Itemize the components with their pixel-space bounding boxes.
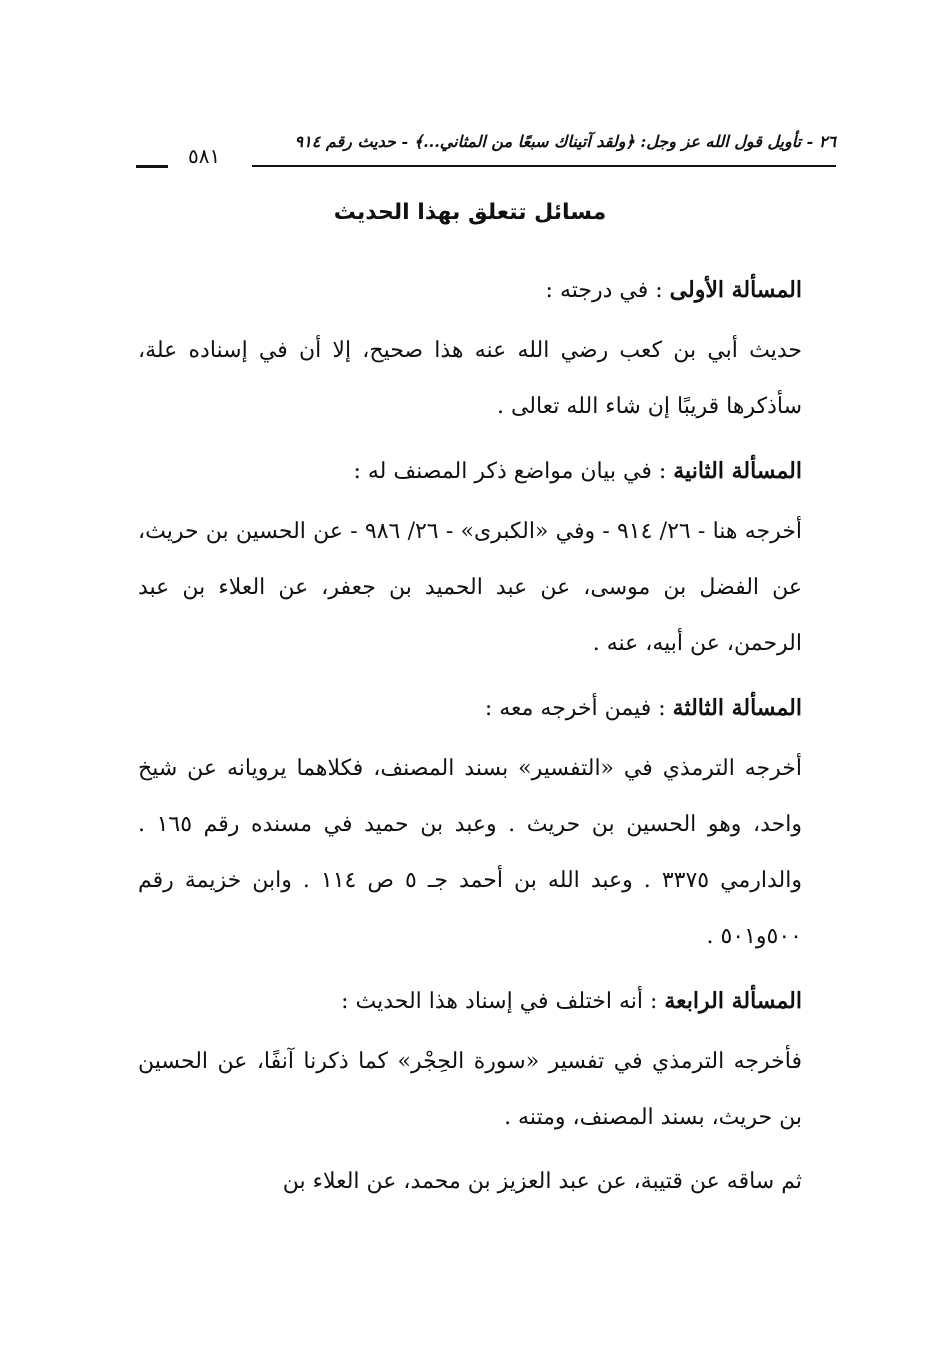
question-text: : في بيان مواضع ذكر المصنف له : [353, 459, 674, 484]
question-label: المسألة الثانية [673, 458, 802, 484]
page-number-dash [136, 165, 168, 168]
page-number: ٥٨١ [188, 144, 221, 168]
question-text: : أنه اختلف في إسناد هذا الحديث : [341, 989, 665, 1014]
running-header [136, 128, 836, 168]
header-title: ٢٦ - تأويل قول الله عز وجل: ﴿ولقد آتيناك سبعًا من المثاني...﴾ - حديث رقم ٩١٤ [294, 132, 836, 151]
question-3-heading [138, 680, 802, 737]
paragraph: حديث أبي بن كعب رضي الله عنه هذا صحيح، إلا أن في إسناده علة، سأذكرها قريبًا إن شاء الله تعالى . [138, 338, 802, 419]
question-label: المسألة الأولى [669, 277, 802, 303]
section-title: مسائل تتعلق بهذا الحديث [333, 200, 607, 225]
question-text: : في درجته : [545, 278, 670, 303]
question-label: المسألة الرابعة [664, 988, 802, 1014]
question-text: : فيمن أخرجه معه : [484, 696, 673, 721]
paragraph: فأخرجه الترمذي في تفسير «سورة الحِجْر» كما ذكرنا آنفًا، عن الحسين بن حريث، بسند المصنف، ومتنه . [138, 1049, 802, 1130]
header-rule [252, 165, 836, 167]
question-2-heading [138, 443, 802, 500]
paragraph: أخرجه الترمذي في «التفسير» بسند المصنف، فكلاهما يرويانه عن شيخ واحد، وهو الحسين بن حريث . وعبد بن حميد في مسنده رقم ١٦٥ . والدارمي ٣٣٧٥ . وعبد الله بن أحمد جـ ٥ ص ١١٤ . وابن خزيمة رقم ٥٠٠و٥٠١ . [138, 756, 802, 949]
paragraph: أخرجه هنا - ٢٦/ ٩١٤ - وفي «الكبرى» - ٢٦/ ٩٨٦ - عن الحسين بن حريث، عن الفضل بن موسى، عن عبد الحميد بن جعفر، عن العلاء بن عبد الرحمن، عن أبيه، عنه . [138, 519, 802, 656]
paragraph: ثم ساقه عن قتيبة، عن عبد العزيز بن محمد، عن العلاء بن [282, 1169, 802, 1194]
question-label: المسألة الثالثة [672, 695, 802, 721]
body-text [138, 262, 802, 1218]
question-1-heading [138, 262, 802, 319]
question-4-heading [138, 973, 802, 1030]
